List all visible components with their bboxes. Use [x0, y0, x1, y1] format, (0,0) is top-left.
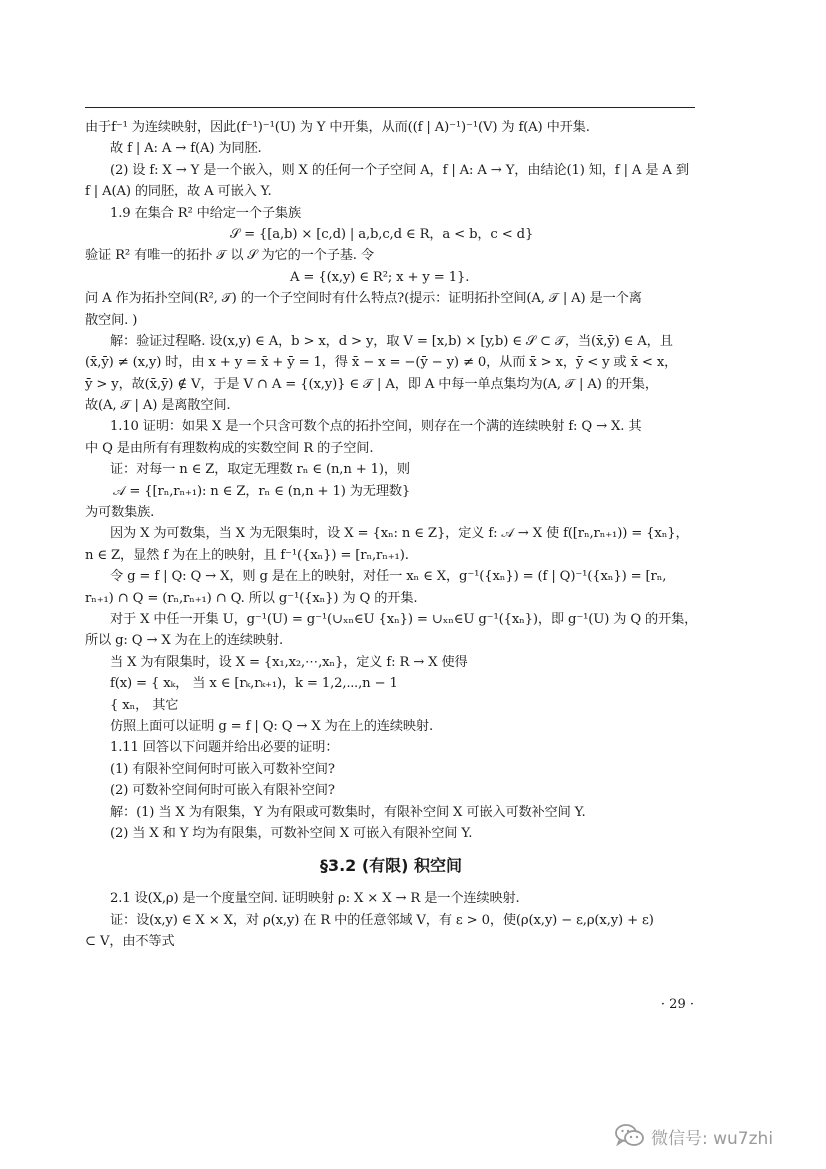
watermark-text: 微信号: wu7zhi	[651, 1128, 774, 1149]
text-line: 问 A 作为拓扑空间(R², 𝒯) 的一个子空间时有什么特点?(提示：证明拓扑空间(A, 𝒯 | A) 是一个离	[85, 291, 642, 307]
exercise-heading: 2.1 设(X,ρ) 是一个度量空间. 证明映射 ρ: X × X → R 是一个连续映射.	[110, 891, 520, 907]
text-line: 验证 R² 有唯一的拓扑 𝒯 以 𝒮 为它的一个子基. 令	[85, 248, 374, 264]
text-line: 证：设(x,y) ∈ X × X，对 ρ(x,y) 在 R 中的任意邻域 V，有 ε > 0，使(ρ(x,y) − ε,ρ(x,y) + ε)	[110, 912, 654, 928]
text-line: 故(A, 𝒯 | A) 是离散空间.	[85, 398, 231, 414]
text-line: ⊂ V，由不等式	[85, 934, 175, 950]
page-body	[85, 117, 697, 952]
text-line: (1) 有限补空间何时可嵌入可数补空间?	[110, 761, 335, 777]
text-line: 对于 X 中任一开集 U，g⁻¹(U) = g⁻¹(∪ₓₙ∈U {xₙ}) = ∪ₓₙ∈U g⁻¹({xₙ})，即 g⁻¹(U) 为 Q 的开集，	[110, 611, 697, 627]
text-line: 证：对每一 n ∈ Z，取定无理数 rₙ ∈ (n,n + 1)，则	[110, 462, 410, 478]
piecewise-formula-row: f(x) = { xₖ， 当 x ∈ [rₖ,rₖ₊₁)，k = 1,2,⋯,n − 1	[110, 676, 398, 692]
text-line: 中 Q 是由所有有理数构成的实数空间 R 的子空间.	[85, 440, 374, 456]
section-title: §3.2 (有限) 积空间	[319, 856, 463, 876]
text-line: 解：(1) 当 X 为有限集，Y 为有限或可数集时，有限补空间 X 可嵌入可数补空间 Y.	[110, 804, 586, 820]
text-line: 散空间. )	[85, 312, 138, 328]
text-line: rₙ₊₁) ∩ Q = (rₙ,rₙ₊₁) ∩ Q. 所以 g⁻¹({xₙ}) 为 Q 的开集.	[85, 590, 418, 606]
watermark	[615, 1118, 773, 1154]
text-line: (2) 当 X 和 Y 均为有限集，可数补空间 X 可嵌入有限补空间 Y.	[110, 825, 473, 841]
page-number: · 29 ·	[660, 997, 694, 1012]
text-line: (2) 设 f: X → Y 是一个嵌入，则 X 的任何一个子空间 A，f | A: A → Y，由结论(1) 知，f | A 是 A 到	[110, 162, 689, 178]
display-formula: A = {(x,y) ∈ R²; x + y = 1}.	[290, 269, 470, 285]
text-line: n ∈ Z，显然 f 为在上的映射，且 f⁻¹({xₙ}) = [rₙ,rₙ₊₁).	[85, 547, 409, 563]
text-line: 仿照上面可以证明 g = f | Q: Q → X 为在上的连续映射.	[110, 718, 433, 734]
text-line: (2) 可数补空间何时可嵌入有限补空间?	[110, 783, 335, 799]
text-line: 由于f⁻¹ 为连续映射，因此(f⁻¹)⁻¹(U) 为 Y 中开集，从而((f | A)⁻¹)⁻¹(V) 为 f(A) 中开集.	[85, 120, 590, 135]
display-formula: 𝒮 = {[a,b) × [c,d) | a,b,c,d ∈ R，a < b，c < d}	[230, 226, 534, 242]
text-line: 为可数集族.	[85, 505, 155, 521]
piecewise-formula-row: { xₙ， 其它	[110, 697, 179, 713]
text-line: 当 X 为有限集时，设 X = {x₁,x₂,⋯,xₙ}，定义 f: R → X 使得	[110, 654, 468, 670]
text-line: 故 f | A: A → f(A) 为同胚.	[110, 141, 262, 157]
display-formula: 𝒜 = {[rₙ,rₙ₊₁): n ∈ Z，rₙ ∈ (n,n + 1) 为无理数}	[113, 483, 411, 499]
text-line: ȳ > y，故(x̄,ȳ) ∉ V，于是 V ∩ A = {(x,y)} ∈ 𝒯 | A，即 A 中每一单点集均为(A, 𝒯 | A) 的开集，	[85, 376, 658, 392]
text-line: (x̄,ȳ) ≠ (x,y) 时，由 x + y = x̄ + ȳ = 1，得 x̄ − x = −(ȳ − y) ≠ 0，从而 x̄ > x，ȳ < y 或 x̄ < x，	[85, 355, 678, 371]
text-line: f | A(A) 的同胚，故 A 可嵌入 Y.	[85, 184, 272, 200]
header-rule	[85, 107, 695, 108]
wechat-icon	[615, 1123, 645, 1149]
text-line: 解：验证过程略. 设(x,y) ∈ A，b > x，d > y，取 V = [x,b) × [y,b) ∈ 𝒮 ⊂ 𝒯，当(x̄,ȳ) ∈ A，且	[110, 333, 673, 349]
text-line: 令 g = f | Q: Q → X，则 g 是在上的映射，对任一 xₙ ∈ X，g⁻¹({xₙ}) = (f | Q)⁻¹({xₙ}) = [rₙ,	[110, 569, 667, 585]
text-line: 因为 X 为可数集，当 X 为无限集时，设 X = {xₙ: n ∈ Z}，定义 f: 𝒜 → X 使 f([rₙ,rₙ₊₁)) = {xₙ}，	[110, 526, 689, 542]
exercise-heading: 1.9 在集合 R² 中给定一个子集族	[110, 205, 301, 221]
exercise-heading: 1.11 回答以下问题并给出必要的证明：	[110, 740, 339, 756]
text-line: 所以 g: Q → X 为在上的连续映射.	[85, 633, 284, 649]
exercise-heading: 1.10 证明：如果 X 是一个只含可数个点的拓扑空间，则存在一个满的连续映射 f: Q → X. 其	[110, 419, 642, 435]
